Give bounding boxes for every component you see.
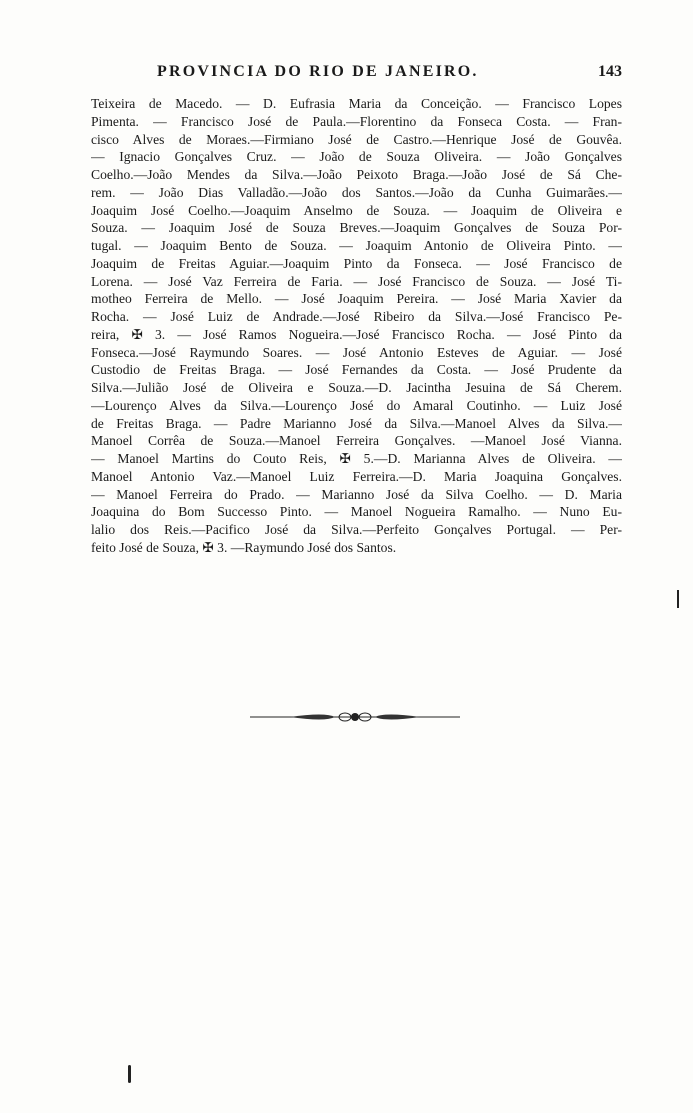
text-line: rem. — João Dias Valladão.—João dos Santos.—João da Cunha Guimarães.—	[91, 184, 622, 200]
text-line: Coelho.—João Mendes da Silva.—João Peixoto Braga.—João José de Sá Che-	[91, 167, 622, 182]
text-line: Manoel Corrêa de Souza.—Manoel Ferreira Gonçalves. —Manoel José Vianna.	[91, 433, 622, 449]
text-line: Fonseca.—José Raymundo Soares. — José Antonio Esteves de Aguiar. — José	[91, 344, 622, 360]
text-line: de Freitas Braga. — Padre Marianno José da Silva.—Manoel Alves da Silva.—	[91, 415, 622, 431]
text-line: Silva.—Julião José de Oliveira e Souza.—D. Jacintha Jesuina de Sá Cherem.	[91, 380, 622, 395]
page-number: 143	[598, 63, 622, 80]
page-title: PROVINCIA DO RIO DE JANEIRO.	[157, 63, 479, 80]
text-line: lalio dos Reis.—Pacifico José da Silva.—Perfeito Gonçalves Portugal. — Per-	[91, 522, 622, 537]
text-line: —Lourenço Alves da Silva.—Lourenço José do Amaral Coutinho. — Luiz José	[91, 397, 622, 413]
text-body	[91, 95, 622, 557]
text-line: Lorena. — José Vaz Ferreira de Faria. — José Francisco de Souza. — José Ti-	[91, 273, 622, 289]
ink-speck	[128, 1065, 131, 1083]
running-header	[91, 63, 622, 83]
text-line: — Ignacio Gonçalves Cruz. — João de Souza Oliveira. — João Gonçalves	[91, 149, 622, 165]
text-line: — Manoel Martins do Couto Reis, ✠ 5.—D. Marianna Alves de Oliveira. —	[91, 451, 622, 466]
ink-speck	[677, 590, 679, 608]
text-line: Joaquim de Freitas Aguiar.—Joaquim Pinto da Fonseca. — José Francisco de	[91, 255, 622, 271]
text-line: feito José de Souza, ✠ 3. —Raymundo José dos Santos.	[91, 539, 397, 555]
text-line: Joaquina do Bom Successo Pinto. — Manoel Nogueira Ramalho. — Nuno Eu-	[91, 504, 622, 520]
text-line: Teixeira de Macedo. — D. Eufrasia Maria da Conceição. — Francisco Lopes	[91, 96, 622, 111]
text-line: motheo Ferreira de Mello. — José Joaquim Pereira. — José Maria Xavier da	[91, 291, 622, 307]
ornament-divider	[250, 709, 460, 725]
text-line: reira, ✠ 3. — José Ramos Nogueira.—José Francisco Rocha. — José Pinto da	[91, 326, 622, 342]
text-line: tugal. — Joaquim Bento de Souza. — Joaquim Antonio de Oliveira Pinto. —	[91, 238, 622, 253]
text-line: Souza. — Joaquim José de Souza Breves.—Joaquim Gonçalves de Souza Por-	[91, 220, 622, 236]
text-line: — Manoel Ferreira do Prado. — Marianno José da Silva Coelho. — D. Maria	[91, 486, 622, 502]
text-line: cisco Alves de Moraes.—Firmiano José de Castro.—Henrique José de Gouvêa.	[91, 131, 622, 147]
text-line: Manoel Antonio Vaz.—Manoel Luiz Ferreira.—D. Maria Joaquina Gonçalves.	[91, 468, 622, 484]
text-line: Joaquim José Coelho.—Joaquim Anselmo de Souza. — Joaquim de Oliveira e	[91, 202, 622, 218]
text-line: Pimenta. — Francisco José de Paula.—Florentino da Fonseca Costa. — Fran-	[91, 113, 622, 129]
text-line: Custodio de Freitas Braga. — José Fernandes da Costa. — José Prudente da	[91, 362, 622, 378]
text-line: Rocha. — José Luiz de Andrade.—José Ribeiro da Silva.—José Francisco Pe-	[91, 309, 622, 324]
